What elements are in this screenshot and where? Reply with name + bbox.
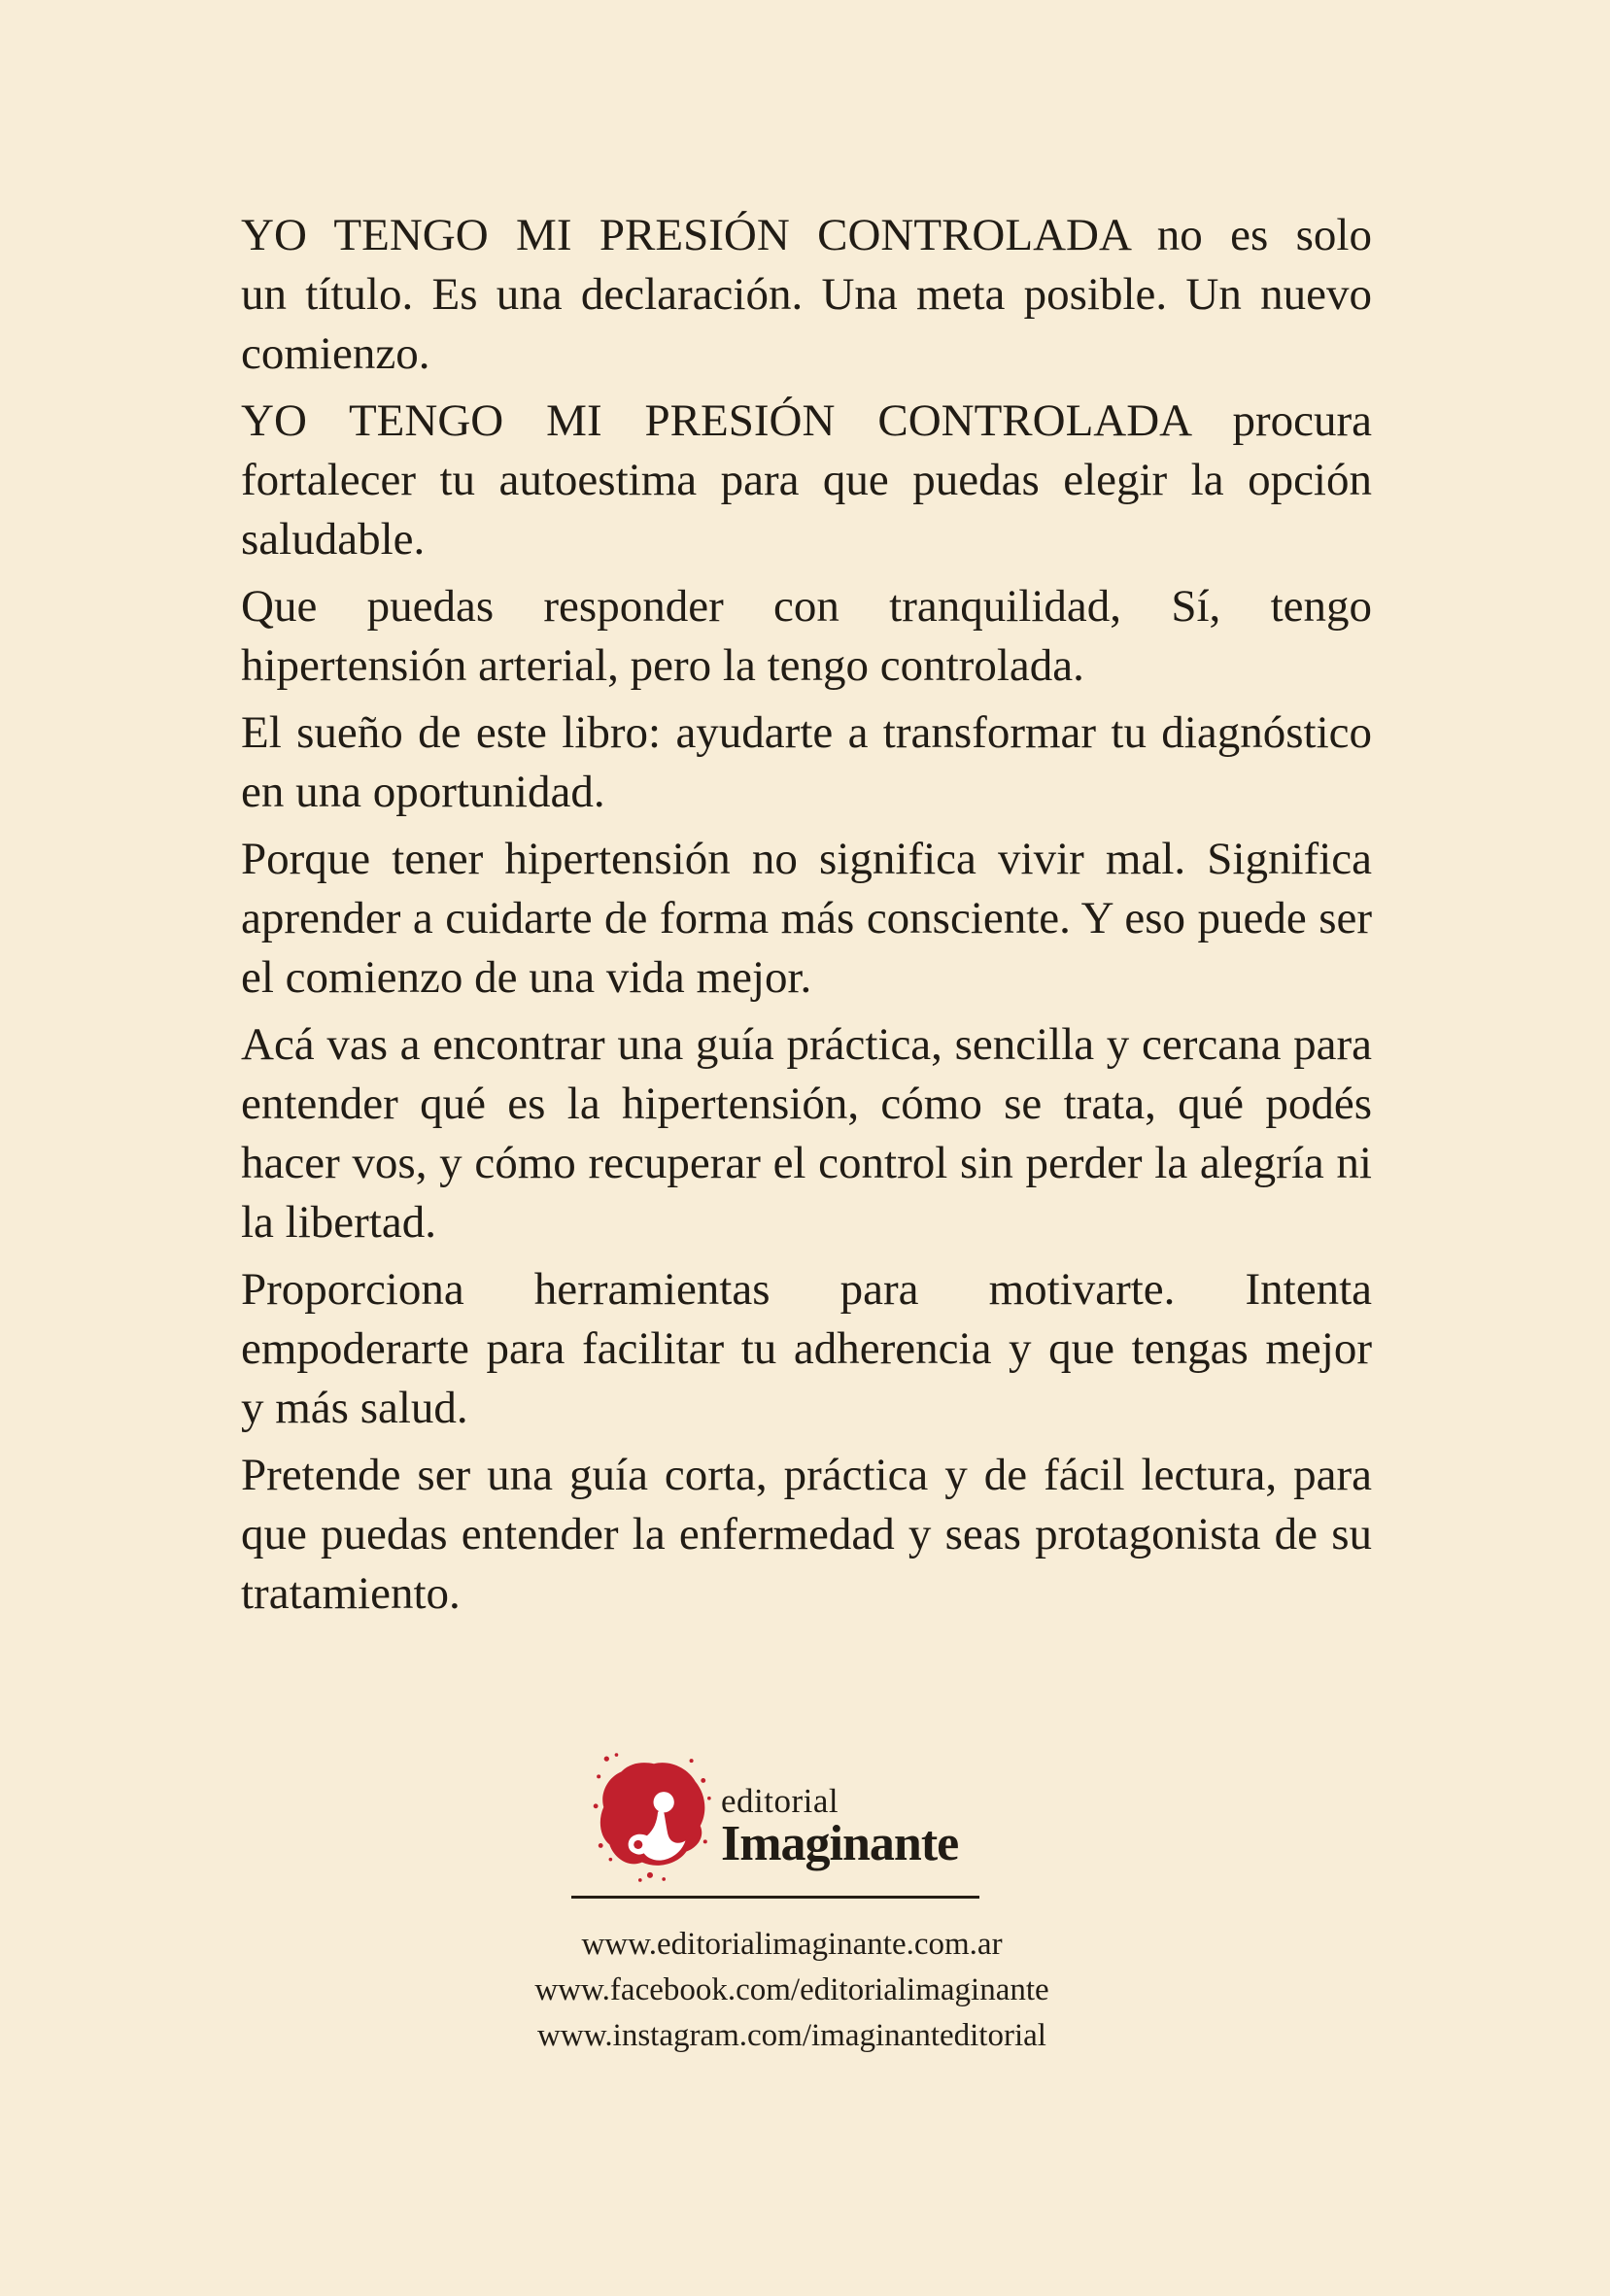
blurb-line: la libertad. [241, 1197, 436, 1248]
paragraph [241, 392, 1372, 569]
blurb-line: y más salud. [241, 1383, 468, 1433]
brand-tagline: editorial [721, 1782, 839, 1820]
blurb-line: aprender a cuidarte de forma más consciente. Y eso puede ser [241, 893, 1372, 943]
blurb-line: empoderarte para facilitar tu adherencia y que tengas mejor [241, 1323, 1372, 1374]
blurb-line: hacer vos, y cómo recuperar el control sin perder la alegría ni [241, 1138, 1372, 1188]
instagram-url: www.instagram.com/imaginanteditorial [537, 2018, 1046, 2053]
blurb-line: el comienzo de una vida mejor. [241, 952, 812, 1003]
links-block [534, 1922, 1048, 2059]
blurb [241, 206, 1372, 1631]
blurb-line: entender qué es la hipertensión, cómo se trata, qué podés [241, 1079, 1372, 1129]
blurb-line: Que puedas responder con tranquilidad, Sí, tengo [241, 581, 1372, 632]
blurb-line: El sueño de este libro: ayudarte a transformar tu diagnóstico [241, 707, 1372, 758]
paragraph [241, 577, 1372, 696]
blurb-line: que puedas entender la enfermedad y seas protagonista de su [241, 1509, 1372, 1559]
blurb-line: un título. Es una declaración. Una meta posible. Un nuevo [241, 269, 1372, 320]
facebook-url: www.facebook.com/editorialimaginante [534, 1972, 1049, 2007]
blurb-line: Proporciona herramientas para motivarte. Intenta [241, 1264, 1372, 1315]
paragraph [241, 830, 1372, 1008]
blurb-line: Pretende ser una guía corta, práctica y de fácil lectura, para [241, 1450, 1372, 1500]
paragraph [241, 703, 1372, 822]
blurb-line: Acá vas a encontrar una guía práctica, sencilla y cercana para [241, 1019, 1372, 1070]
blurb-line: YO TENGO MI PRESIÓN CONTROLADA no es solo [241, 210, 1372, 260]
blurb-line: saludable. [241, 514, 426, 565]
blurb-line: YO TENGO MI PRESIÓN CONTROLADA procura [241, 395, 1372, 446]
brand-name: Imaginante [721, 1816, 959, 1871]
blurb-line: Porque tener hipertensión no significa vivir mal. Significa [241, 834, 1372, 884]
paragraph [241, 1260, 1372, 1438]
paragraph [241, 1015, 1372, 1252]
blurb-line: tratamiento. [241, 1568, 461, 1619]
paragraph [241, 206, 1372, 384]
blurb-line: en una oportunidad. [241, 767, 605, 817]
website-url: www.editorialimaginante.com.ar [581, 1927, 1003, 1962]
paragraph [241, 1446, 1372, 1624]
blurb-line: hipertensión arterial, pero la tengo controlada. [241, 640, 1084, 691]
divider-line [571, 1896, 979, 1899]
brand-wordmark [721, 1782, 959, 1871]
blurb-line: fortalecer tu autoestima para que puedas elegir la opción [241, 455, 1372, 505]
imaginante-ink-blot-logo-icon [593, 1751, 713, 1883]
blurb-line: comienzo. [241, 328, 430, 379]
